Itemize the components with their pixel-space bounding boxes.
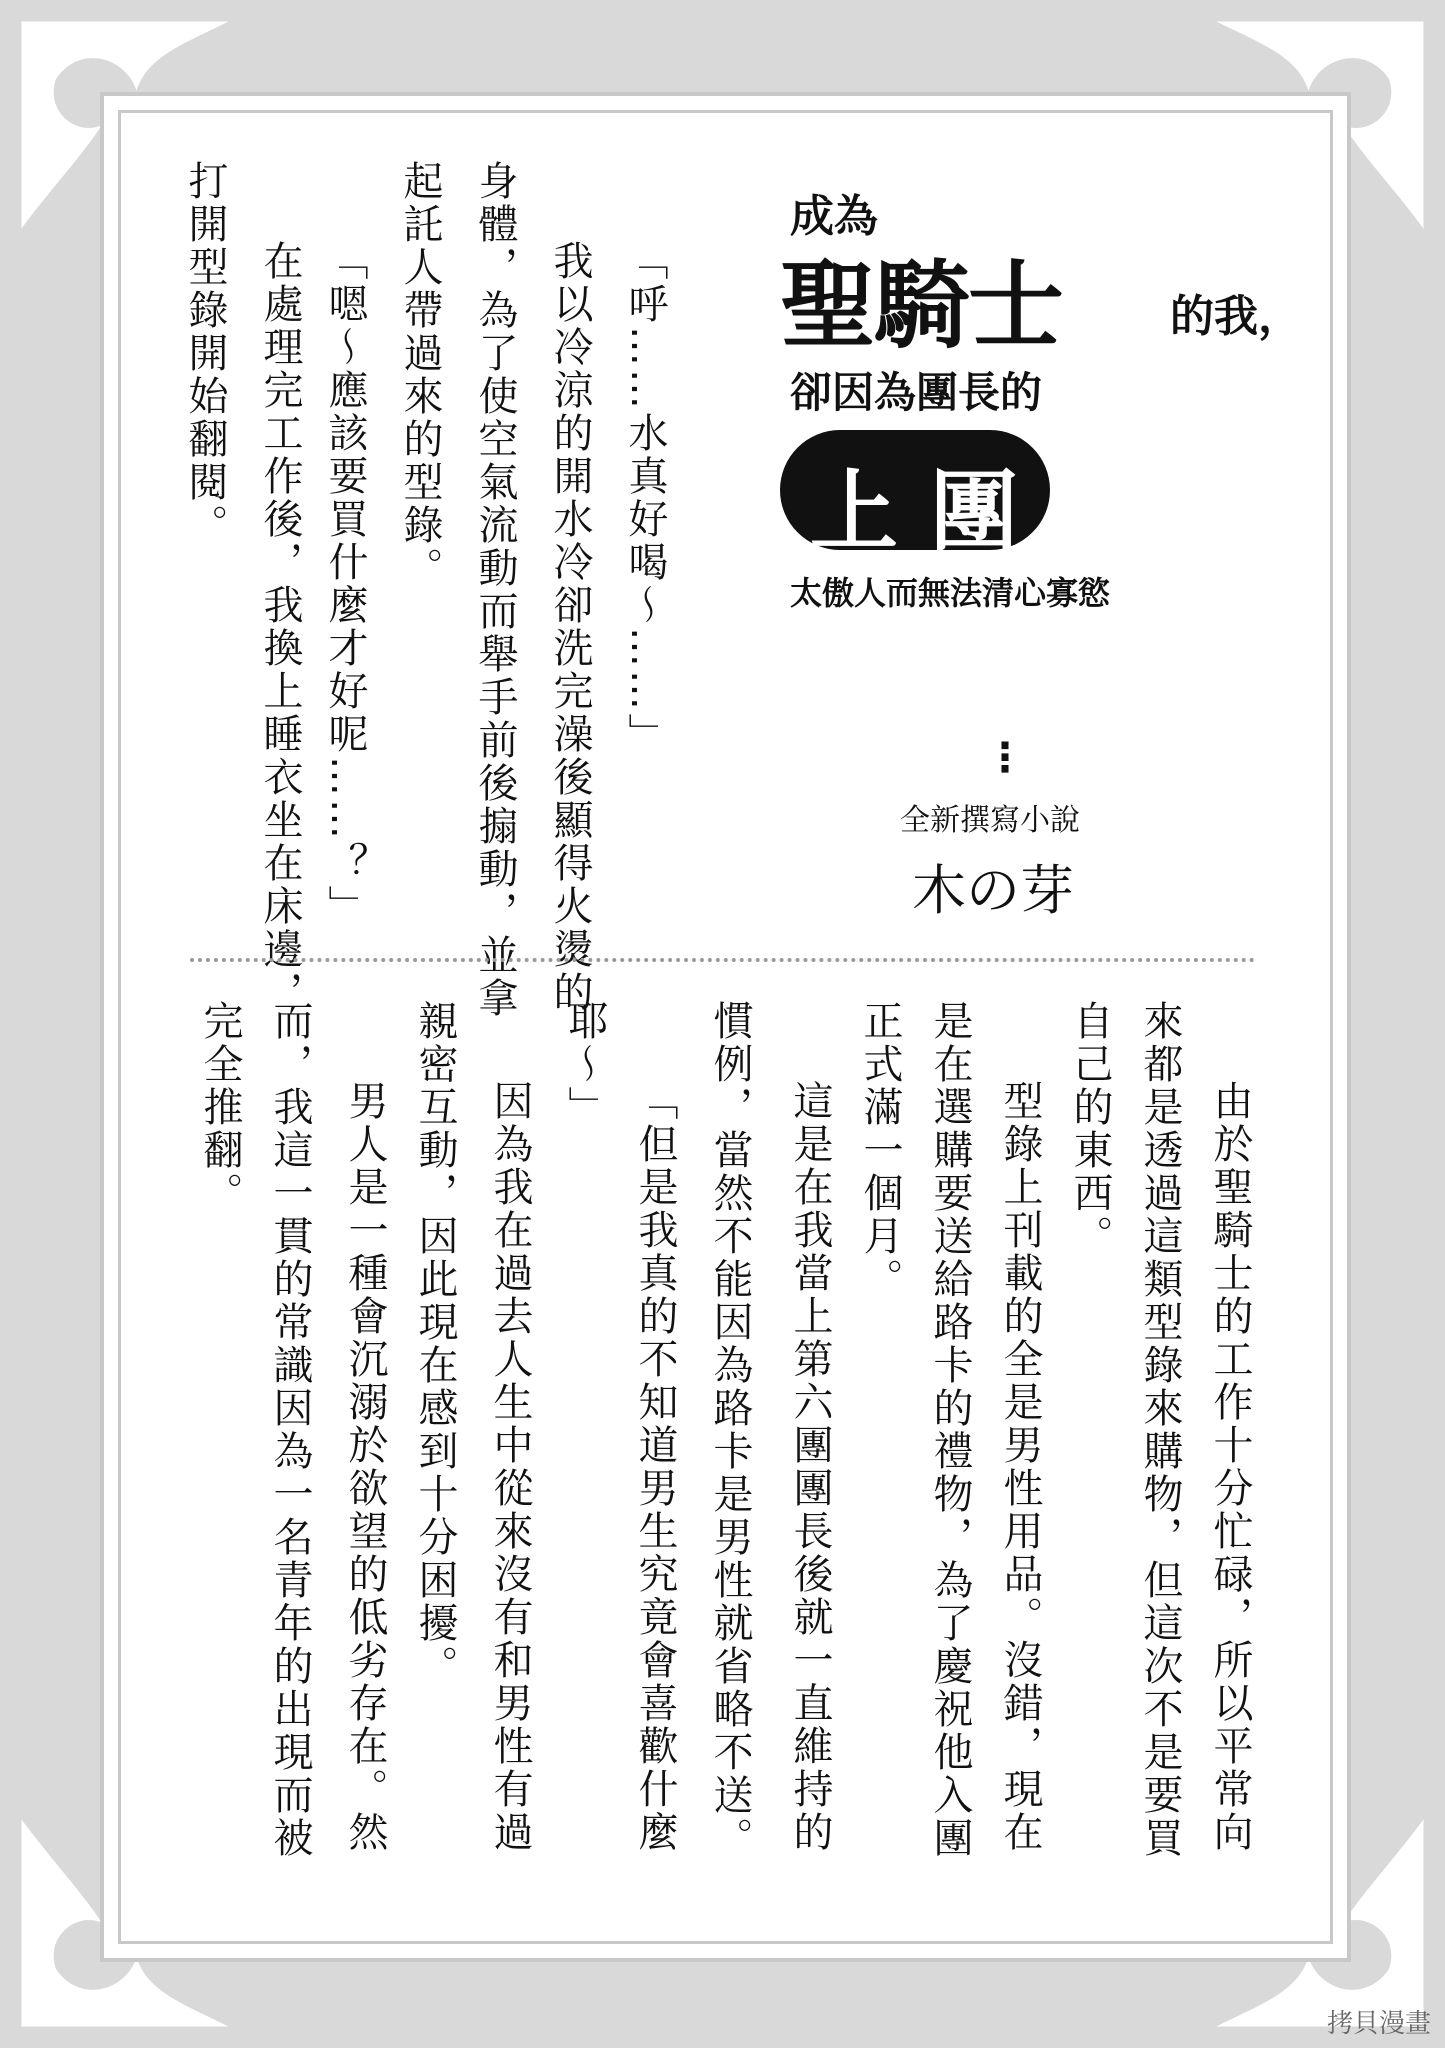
upper-text-column: 起託人帶過來的型錄。 [397,160,443,590]
section-divider [190,958,1255,962]
lower-text-column: 來都是透過這類型錄來購物，但這次不是要買 [1137,1000,1183,1860]
title-line-4-b: 團 [930,460,1019,563]
title-line-4-a: 上 [810,460,899,563]
lower-text-column: 而，我這一貫的常識因為一名青年的出現而被 [267,1000,313,1860]
watermark: 拷貝漫畫 [1326,2009,1431,2039]
lower-text-column: 完全推翻。 [197,1000,243,1215]
lower-text-column: 男人是一種會沉溺於欲望的低劣存在。然 [342,1080,388,1854]
upper-text-column: 在處理完工作後，我換上睡衣坐在床邊， [257,240,303,1014]
lower-text-column: 這是在我當上第六團團長後就一直維持的 [787,1080,833,1854]
lower-text-column: 耶～」 [562,1000,608,1129]
title-line-5: 太傲人而無法清心寡慾 [790,574,1111,612]
upper-text-column: 「呼……水真好喝～……」 [622,240,668,756]
upper-text-column: 打開型錄開始翻閱。 [182,160,228,547]
upper-text-column: 「嗯～應該要買什麼才好呢……？」 [322,240,368,928]
title-line-1: 成為 [790,191,878,242]
lower-text-column: 是在選購要送給路卡的禮物，為了慶祝他入團 [927,1000,973,1860]
lower-text-column: 親密互動，因此現在感到十分困擾。 [412,1000,458,1688]
title-line-2-small: 的我， [1170,291,1302,342]
lower-text-column: 「但是我真的不知道男生究竟會喜歡什麼 [632,1080,678,1854]
lower-text-column: 由於聖騎士的工作十分忙碌，所以平常向 [1207,1080,1253,1854]
credit-author: 木の芽 [912,859,1074,922]
upper-text-column: 身體，為了使空氣流動而舉手前後搧動，並拿 [472,160,518,1020]
lower-text-column: 自己的東西。 [1067,1000,1113,1258]
credit-dots: ⋮ [985,735,1025,781]
book-title-logo [780,180,1320,620]
lower-text-column: 因為我在過去人生中從來沒有和男性有過 [487,1080,533,1854]
lower-text-column: 慣例，當然不能因為路卡是男性就省略不送。 [707,1000,753,1860]
title-line-2-big: 聖騎士 [780,250,1062,362]
lower-text-column: 型錄上刊載的全是男性用品。沒錯，現在 [997,1080,1043,1854]
lower-text-column: 正式滿一個月。 [857,1000,903,1301]
title-line-3: 卻因為團長的 [790,368,1043,417]
credit-label: 全新撰寫小說 [900,803,1080,838]
upper-text-column: 我以冷涼的開水冷卻洗完澡後顯得火燙的 [547,240,593,1014]
